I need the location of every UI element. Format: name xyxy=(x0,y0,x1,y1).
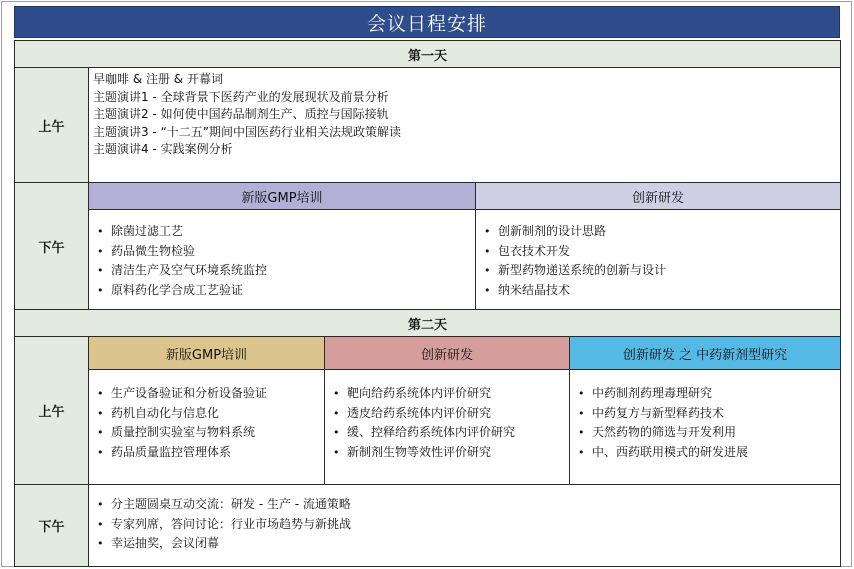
list-item: • 新型药物递送系统的创新与设计 xyxy=(484,261,834,281)
day2-track-tcm-list xyxy=(570,370,841,485)
day2-afternoon-agenda xyxy=(89,485,841,567)
list-item: • 分主题圆桌互动交流：研发 - 生产 - 流通策略 xyxy=(97,495,834,515)
list-item: • 包衣技术开发 xyxy=(484,242,834,262)
agenda-item: 主题演讲1 - 全球背景下医药产业的发展现状及前景分析 xyxy=(93,89,389,104)
day2-track-rd-header: 创新研发 xyxy=(325,337,570,370)
list-item: • 专家列席，答问讨论：行业市场趋势与新挑战 xyxy=(97,515,834,535)
list-item: • 药机自动化与信息化 xyxy=(97,404,318,424)
list-item: • 靶向给药系统体内评价研究 xyxy=(333,384,563,404)
day2-morning-period: 上午 xyxy=(15,337,89,485)
list-item: • 纳米结晶技术 xyxy=(484,281,834,301)
day2-track-gmp-list xyxy=(89,370,325,485)
list-item: • 缓、控释给药系统体内评价研究 xyxy=(333,423,563,443)
list-item: • 中药复方与新型释药技术 xyxy=(578,404,834,424)
day2-label: 第二天 xyxy=(15,310,841,337)
agenda-item: 主题演讲3 - “十二五”期间中国医药行业相关法规政策解读 xyxy=(93,124,402,139)
agenda-item: 主题演讲4 - 实践案例分析 xyxy=(93,142,233,156)
schedule-table xyxy=(14,40,841,567)
day1-track-gmp-list xyxy=(89,210,476,310)
day1-morning-period: 上午 xyxy=(15,68,89,183)
schedule-frame xyxy=(1,1,852,567)
list-item: • 创新制剂的设计思路 xyxy=(484,222,834,242)
day2-track-rd-list xyxy=(325,370,570,485)
list-item: • 幸运抽奖，会议闭幕 xyxy=(97,534,834,554)
day1-afternoon-period: 下午 xyxy=(15,183,89,310)
list-item: • 除菌过滤工艺 xyxy=(97,222,469,242)
list-item: • 药品质量监控管理体系 xyxy=(97,443,318,463)
list-item: • 生产设备验证和分析设备验证 xyxy=(97,384,318,404)
list-item: • 中、西药联用模式的研发进展 xyxy=(578,443,834,463)
day1-label: 第一天 xyxy=(15,41,841,68)
list-item: • 透皮给药系统体内评价研究 xyxy=(333,404,563,424)
list-item: • 清洁生产及空气环境系统监控 xyxy=(97,261,469,281)
agenda-item: 主题演讲2 - 如何使中国药品制剂生产、质控与国际接轨 xyxy=(93,107,389,121)
list-item: • 质量控制实验室与物料系统 xyxy=(97,423,318,443)
day1-track-rd-header: 创新研发 xyxy=(476,183,841,210)
list-item: • 天然药物的筛选与开发利用 xyxy=(578,423,834,443)
day1-morning-agenda xyxy=(89,68,841,183)
list-item: • 中药制剂药理毒理研究 xyxy=(578,384,834,404)
agenda-item: 早咖啡 & 注册 & 开幕词 xyxy=(93,72,223,86)
day1-track-gmp-header: 新版GMP培训 xyxy=(89,183,476,210)
list-item: • 新制剂生物等效性评价研究 xyxy=(333,443,563,463)
day2-afternoon-period: 下午 xyxy=(15,485,89,567)
list-item: • 药品微生物检验 xyxy=(97,242,469,262)
day2-track-gmp-header: 新版GMP培训 xyxy=(89,337,325,370)
list-item: • 原料药化学合成工艺验证 xyxy=(97,281,469,301)
page-title: 会议日程安排 xyxy=(14,6,840,38)
day1-track-rd-list xyxy=(476,210,841,310)
day2-track-tcm-header: 创新研发 之 中药新剂型研究 xyxy=(570,337,841,370)
